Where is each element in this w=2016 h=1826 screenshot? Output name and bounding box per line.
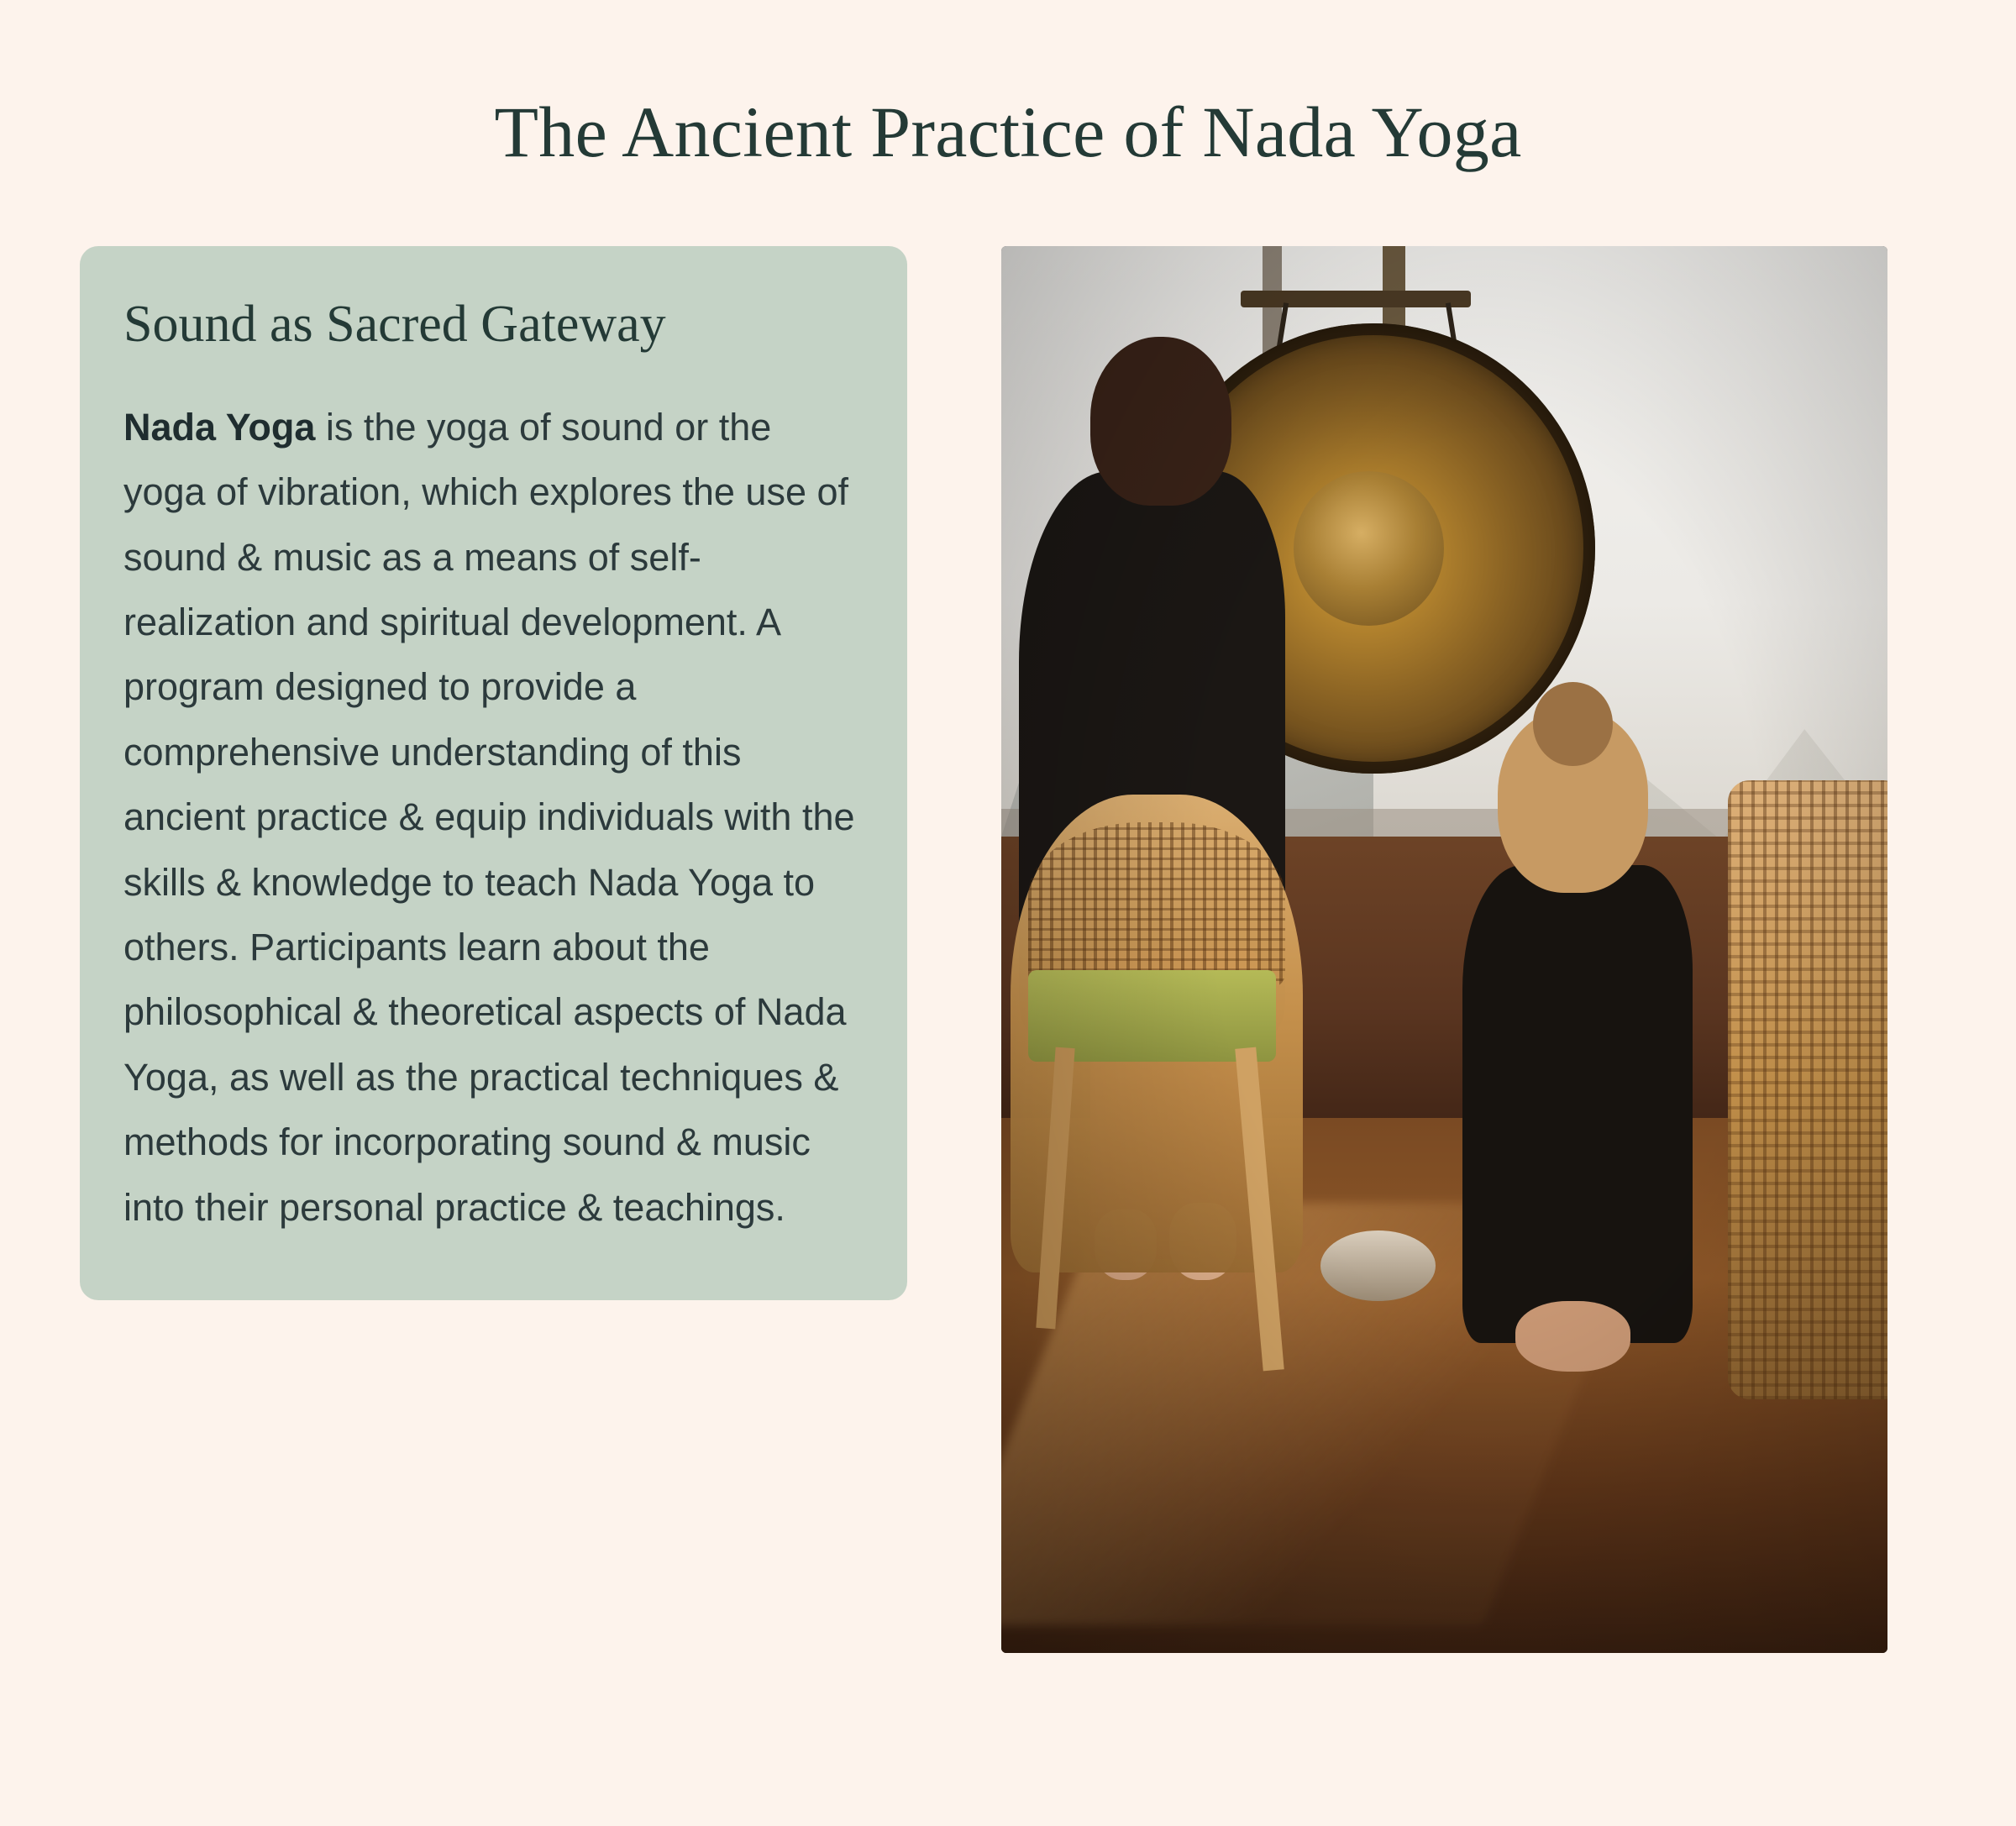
card-body-rest: is the yoga of sound or the yoga of vibration, which explores the use of sound & music as a means of self-realization and spiritual development. A program designed to provide a comprehensive understanding of this ancient practice & equip individuals with the skills & knowledge to teach Nada Yoga to others. Participants learn about the philosophical & theoretical aspects of Nada Yoga, as well as the practical techniques & methods for incorporating sound & music into their personal practice & teachings. (123, 405, 855, 1229)
page-title: The Ancient Practice of Nada Yoga (494, 92, 1522, 172)
photo-vignette (1001, 246, 1887, 1653)
card-body (123, 395, 864, 1240)
gong-session-photo (1001, 246, 1887, 1653)
card-body-lead: Nada Yoga (123, 405, 316, 449)
card-heading: Sound as Sacred Gateway (123, 295, 666, 353)
info-card (80, 246, 907, 1300)
content-row (0, 246, 2016, 1653)
